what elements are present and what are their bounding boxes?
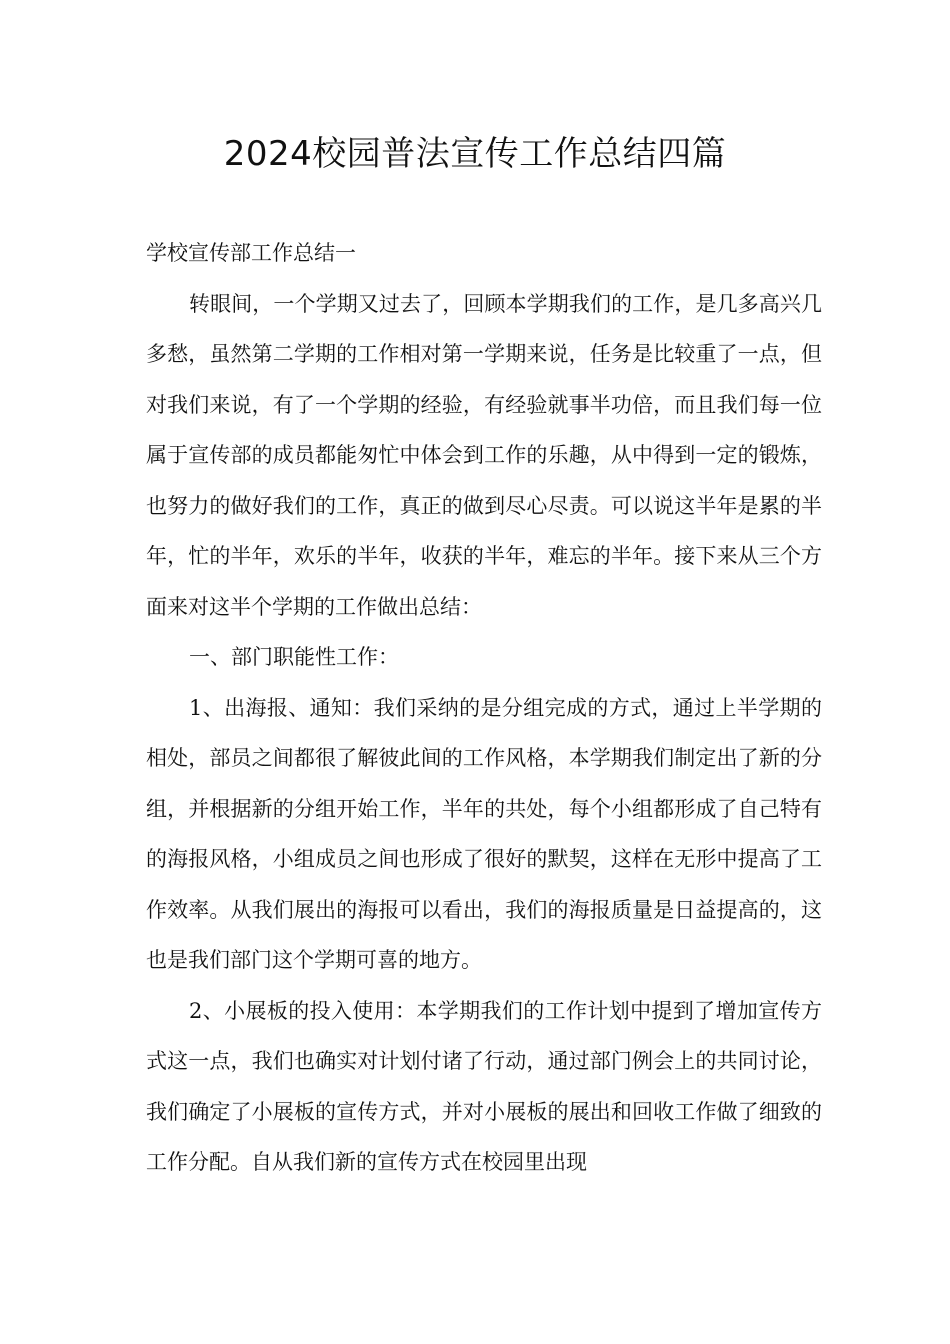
subsection-heading: 一、部门职能性工作： — [189, 645, 399, 669]
document-body — [146, 228, 822, 1188]
body-paragraph: 转眼间，一个学期又过去了，回顾本学期我们的工作，是几多高兴几多愁，虽然第二学期的工作相对第一学期来说，任务是比较重了一点，但对我们来说，有了一个学期的经验，有经验就事半功倍，而且我们每一位属于宣传部的成员都能匆忙中体会到工作的乐趣，从中得到一定的锻炼，也努力的做好我们的工作，真正的做到尽心尽责。可以说这半年是累的半年，忙的半年，欢乐的半年，收获的半年，难忘的半年。接下来从三个方面来对这半个学期的工作做出总结： — [146, 291, 822, 619]
body-paragraph: 2、小展板的投入使用：本学期我们的工作计划中提到了增加宣传方式这一点，我们也确实对计划付诸了行动，通过部门例会上的共同讨论，我们确定了小展板的宣传方式，并对小展板的展出和回收工作做了细致的工作分配。自从我们新的宣传方式在校园里出现 — [146, 998, 822, 1174]
document-title: 2024校园普法宣传工作总结四篇 — [223, 134, 727, 174]
section-heading: 学校宣传部工作总结一 — [146, 241, 356, 265]
body-paragraph: 1、出海报、通知：我们采纳的是分组完成的方式，通过上半学期的相处，部员之间都很了解彼此间的工作风格，本学期我们制定出了新的分组，并根据新的分组开始工作，半年的共处，每个小组都形成了自己特有的海报风格，小组成员之间也形成了很好的默契，这样在无形中提高了工作效率。从我们展出的海报可以看出，我们的海报质量是日益提高的，这也是我们部门这个学期可喜的地方。 — [146, 695, 822, 972]
